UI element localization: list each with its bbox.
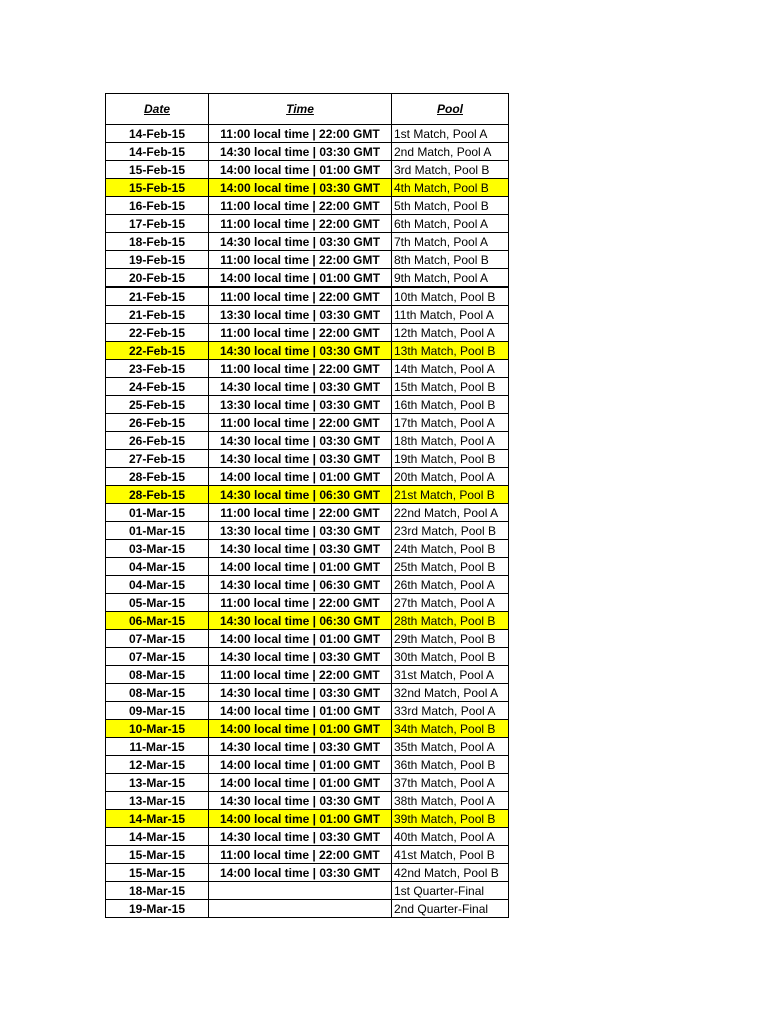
time-cell: 14:30 local time | 03:30 GMT — [209, 233, 392, 251]
date-cell: 21-Feb-15 — [106, 287, 209, 306]
table-row — [106, 342, 509, 360]
pool-cell: 22nd Match, Pool A — [392, 504, 509, 522]
date-cell: 05-Mar-15 — [106, 594, 209, 612]
pool-cell: 20th Match, Pool A — [392, 468, 509, 486]
date-cell: 16-Feb-15 — [106, 197, 209, 215]
table-row — [106, 846, 509, 864]
pool-cell: 36th Match, Pool B — [392, 756, 509, 774]
pool-cell: 11th Match, Pool A — [392, 306, 509, 324]
pool-cell: 5th Match, Pool B — [392, 197, 509, 215]
pool-cell: 42nd Match, Pool B — [392, 864, 509, 882]
date-cell: 07-Mar-15 — [106, 630, 209, 648]
date-cell: 14-Feb-15 — [106, 143, 209, 161]
pool-cell: 40th Match, Pool A — [392, 828, 509, 846]
table-row — [106, 324, 509, 342]
date-cell: 01-Mar-15 — [106, 504, 209, 522]
table-row — [106, 774, 509, 792]
table-row — [106, 486, 509, 504]
table-row — [106, 287, 509, 306]
time-cell: 14:30 local time | 06:30 GMT — [209, 486, 392, 504]
pool-cell: 16th Match, Pool B — [392, 396, 509, 414]
time-cell: 14:00 local time | 01:00 GMT — [209, 720, 392, 738]
time-cell: 11:00 local time | 22:00 GMT — [209, 251, 392, 269]
time-cell: 14:30 local time | 03:30 GMT — [209, 828, 392, 846]
table-row — [106, 558, 509, 576]
time-cell: 11:00 local time | 22:00 GMT — [209, 360, 392, 378]
time-cell — [209, 882, 392, 900]
table-row — [106, 450, 509, 468]
pool-cell: 2nd Quarter-Final — [392, 900, 509, 918]
time-cell: 14:30 local time | 03:30 GMT — [209, 342, 392, 360]
date-cell: 11-Mar-15 — [106, 738, 209, 756]
time-cell: 14:00 local time | 01:00 GMT — [209, 269, 392, 288]
date-cell: 14-Mar-15 — [106, 828, 209, 846]
pool-cell: 24th Match, Pool B — [392, 540, 509, 558]
date-cell: 03-Mar-15 — [106, 540, 209, 558]
pool-cell: 1st Quarter-Final — [392, 882, 509, 900]
time-cell: 11:00 local time | 22:00 GMT — [209, 594, 392, 612]
time-cell: 14:30 local time | 06:30 GMT — [209, 612, 392, 630]
table-row — [106, 432, 509, 450]
date-cell: 04-Mar-15 — [106, 576, 209, 594]
pool-cell: 17th Match, Pool A — [392, 414, 509, 432]
date-cell: 10-Mar-15 — [106, 720, 209, 738]
table-row — [106, 792, 509, 810]
date-cell: 15-Feb-15 — [106, 179, 209, 197]
pool-cell: 33rd Match, Pool A — [392, 702, 509, 720]
pool-cell: 4th Match, Pool B — [392, 179, 509, 197]
pool-cell: 25th Match, Pool B — [392, 558, 509, 576]
pool-cell: 23rd Match, Pool B — [392, 522, 509, 540]
schedule-table — [105, 93, 509, 918]
pool-cell: 3rd Match, Pool B — [392, 161, 509, 179]
pool-cell: 19th Match, Pool B — [392, 450, 509, 468]
pool-cell: 30th Match, Pool B — [392, 648, 509, 666]
date-cell: 14-Feb-15 — [106, 125, 209, 143]
pool-cell: 31st Match, Pool A — [392, 666, 509, 684]
time-cell: 11:00 local time | 22:00 GMT — [209, 324, 392, 342]
pool-cell: 9th Match, Pool A — [392, 269, 509, 288]
header-pool: Pool — [392, 94, 509, 125]
date-cell: 26-Feb-15 — [106, 432, 209, 450]
table-row — [106, 612, 509, 630]
date-cell: 28-Feb-15 — [106, 468, 209, 486]
table-row — [106, 378, 509, 396]
table-row — [106, 864, 509, 882]
date-cell: 15-Feb-15 — [106, 161, 209, 179]
time-cell: 11:00 local time | 22:00 GMT — [209, 287, 392, 306]
date-cell: 04-Mar-15 — [106, 558, 209, 576]
table-row — [106, 215, 509, 233]
schedule-body — [106, 125, 509, 918]
date-cell: 07-Mar-15 — [106, 648, 209, 666]
date-cell: 18-Feb-15 — [106, 233, 209, 251]
table-row — [106, 756, 509, 774]
pool-cell: 12th Match, Pool A — [392, 324, 509, 342]
time-cell: 11:00 local time | 22:00 GMT — [209, 215, 392, 233]
time-cell: 14:30 local time | 06:30 GMT — [209, 576, 392, 594]
table-row — [106, 179, 509, 197]
pool-cell: 37th Match, Pool A — [392, 774, 509, 792]
time-cell: 14:00 local time | 01:00 GMT — [209, 468, 392, 486]
time-cell: 14:30 local time | 03:30 GMT — [209, 648, 392, 666]
table-row — [106, 360, 509, 378]
table-row — [106, 125, 509, 143]
date-cell: 15-Mar-15 — [106, 846, 209, 864]
date-cell: 08-Mar-15 — [106, 666, 209, 684]
time-cell: 13:30 local time | 03:30 GMT — [209, 396, 392, 414]
pool-cell: 14th Match, Pool A — [392, 360, 509, 378]
pool-cell: 32nd Match, Pool A — [392, 684, 509, 702]
time-cell: 14:00 local time | 01:00 GMT — [209, 702, 392, 720]
pool-cell: 29th Match, Pool B — [392, 630, 509, 648]
date-cell: 13-Mar-15 — [106, 774, 209, 792]
table-row — [106, 810, 509, 828]
time-cell: 14:30 local time | 03:30 GMT — [209, 738, 392, 756]
time-cell — [209, 900, 392, 918]
table-row — [106, 251, 509, 269]
date-cell: 22-Feb-15 — [106, 324, 209, 342]
pool-cell: 34th Match, Pool B — [392, 720, 509, 738]
time-cell: 14:00 local time | 03:30 GMT — [209, 179, 392, 197]
table-row — [106, 900, 509, 918]
table-row — [106, 630, 509, 648]
table-row — [106, 576, 509, 594]
table-row — [106, 233, 509, 251]
date-cell: 19-Feb-15 — [106, 251, 209, 269]
pool-cell: 21st Match, Pool B — [392, 486, 509, 504]
pool-cell: 8th Match, Pool B — [392, 251, 509, 269]
date-cell: 17-Feb-15 — [106, 215, 209, 233]
table-row — [106, 648, 509, 666]
pool-cell: 10th Match, Pool B — [392, 287, 509, 306]
time-cell: 14:00 local time | 01:00 GMT — [209, 756, 392, 774]
date-cell: 01-Mar-15 — [106, 522, 209, 540]
table-row — [106, 522, 509, 540]
table-row — [106, 882, 509, 900]
header-date: Date — [106, 94, 209, 125]
time-cell: 14:00 local time | 01:00 GMT — [209, 161, 392, 179]
time-cell: 14:30 local time | 03:30 GMT — [209, 143, 392, 161]
header-row — [106, 94, 509, 125]
table-row — [106, 468, 509, 486]
time-cell: 11:00 local time | 22:00 GMT — [209, 846, 392, 864]
date-cell: 09-Mar-15 — [106, 702, 209, 720]
time-cell: 14:00 local time | 03:30 GMT — [209, 864, 392, 882]
table-row — [106, 828, 509, 846]
pool-cell: 13th Match, Pool B — [392, 342, 509, 360]
date-cell: 19-Mar-15 — [106, 900, 209, 918]
table-row — [106, 269, 509, 288]
table-row — [106, 161, 509, 179]
pool-cell: 15th Match, Pool B — [392, 378, 509, 396]
table-row — [106, 540, 509, 558]
time-cell: 11:00 local time | 22:00 GMT — [209, 414, 392, 432]
pool-cell: 27th Match, Pool A — [392, 594, 509, 612]
pool-cell: 7th Match, Pool A — [392, 233, 509, 251]
pool-cell: 35th Match, Pool A — [392, 738, 509, 756]
date-cell: 22-Feb-15 — [106, 342, 209, 360]
time-cell: 14:30 local time | 03:30 GMT — [209, 792, 392, 810]
time-cell: 14:30 local time | 03:30 GMT — [209, 432, 392, 450]
pool-cell: 1st Match, Pool A — [392, 125, 509, 143]
table-row — [106, 143, 509, 161]
time-cell: 14:00 local time | 01:00 GMT — [209, 810, 392, 828]
table-row — [106, 414, 509, 432]
time-cell: 14:30 local time | 03:30 GMT — [209, 378, 392, 396]
date-cell: 26-Feb-15 — [106, 414, 209, 432]
date-cell: 24-Feb-15 — [106, 378, 209, 396]
date-cell: 18-Mar-15 — [106, 882, 209, 900]
table-row — [106, 666, 509, 684]
date-cell: 15-Mar-15 — [106, 864, 209, 882]
date-cell: 13-Mar-15 — [106, 792, 209, 810]
time-cell: 14:00 local time | 01:00 GMT — [209, 774, 392, 792]
time-cell: 11:00 local time | 22:00 GMT — [209, 197, 392, 215]
time-cell: 14:30 local time | 03:30 GMT — [209, 450, 392, 468]
table-row — [106, 594, 509, 612]
date-cell: 06-Mar-15 — [106, 612, 209, 630]
pool-cell: 6th Match, Pool A — [392, 215, 509, 233]
time-cell: 14:30 local time | 03:30 GMT — [209, 540, 392, 558]
table-row — [106, 684, 509, 702]
table-row — [106, 504, 509, 522]
date-cell: 14-Mar-15 — [106, 810, 209, 828]
pool-cell: 26th Match, Pool A — [392, 576, 509, 594]
date-cell: 12-Mar-15 — [106, 756, 209, 774]
date-cell: 28-Feb-15 — [106, 486, 209, 504]
pool-cell: 39th Match, Pool B — [392, 810, 509, 828]
date-cell: 21-Feb-15 — [106, 306, 209, 324]
time-cell: 13:30 local time | 03:30 GMT — [209, 522, 392, 540]
time-cell: 13:30 local time | 03:30 GMT — [209, 306, 392, 324]
table-row — [106, 306, 509, 324]
table-row — [106, 396, 509, 414]
date-cell: 20-Feb-15 — [106, 269, 209, 288]
time-cell: 11:00 local time | 22:00 GMT — [209, 504, 392, 522]
pool-cell: 28th Match, Pool B — [392, 612, 509, 630]
table-row — [106, 702, 509, 720]
time-cell: 11:00 local time | 22:00 GMT — [209, 125, 392, 143]
time-cell: 11:00 local time | 22:00 GMT — [209, 666, 392, 684]
pool-cell: 2nd Match, Pool A — [392, 143, 509, 161]
table-row — [106, 720, 509, 738]
pool-cell: 38th Match, Pool A — [392, 792, 509, 810]
pool-cell: 18th Match, Pool A — [392, 432, 509, 450]
date-cell: 25-Feb-15 — [106, 396, 209, 414]
time-cell: 14:30 local time | 03:30 GMT — [209, 684, 392, 702]
time-cell: 14:00 local time | 01:00 GMT — [209, 630, 392, 648]
table-row — [106, 197, 509, 215]
date-cell: 08-Mar-15 — [106, 684, 209, 702]
header-time: Time — [209, 94, 392, 125]
pool-cell: 41st Match, Pool B — [392, 846, 509, 864]
table-row — [106, 738, 509, 756]
time-cell: 14:00 local time | 01:00 GMT — [209, 558, 392, 576]
date-cell: 27-Feb-15 — [106, 450, 209, 468]
date-cell: 23-Feb-15 — [106, 360, 209, 378]
